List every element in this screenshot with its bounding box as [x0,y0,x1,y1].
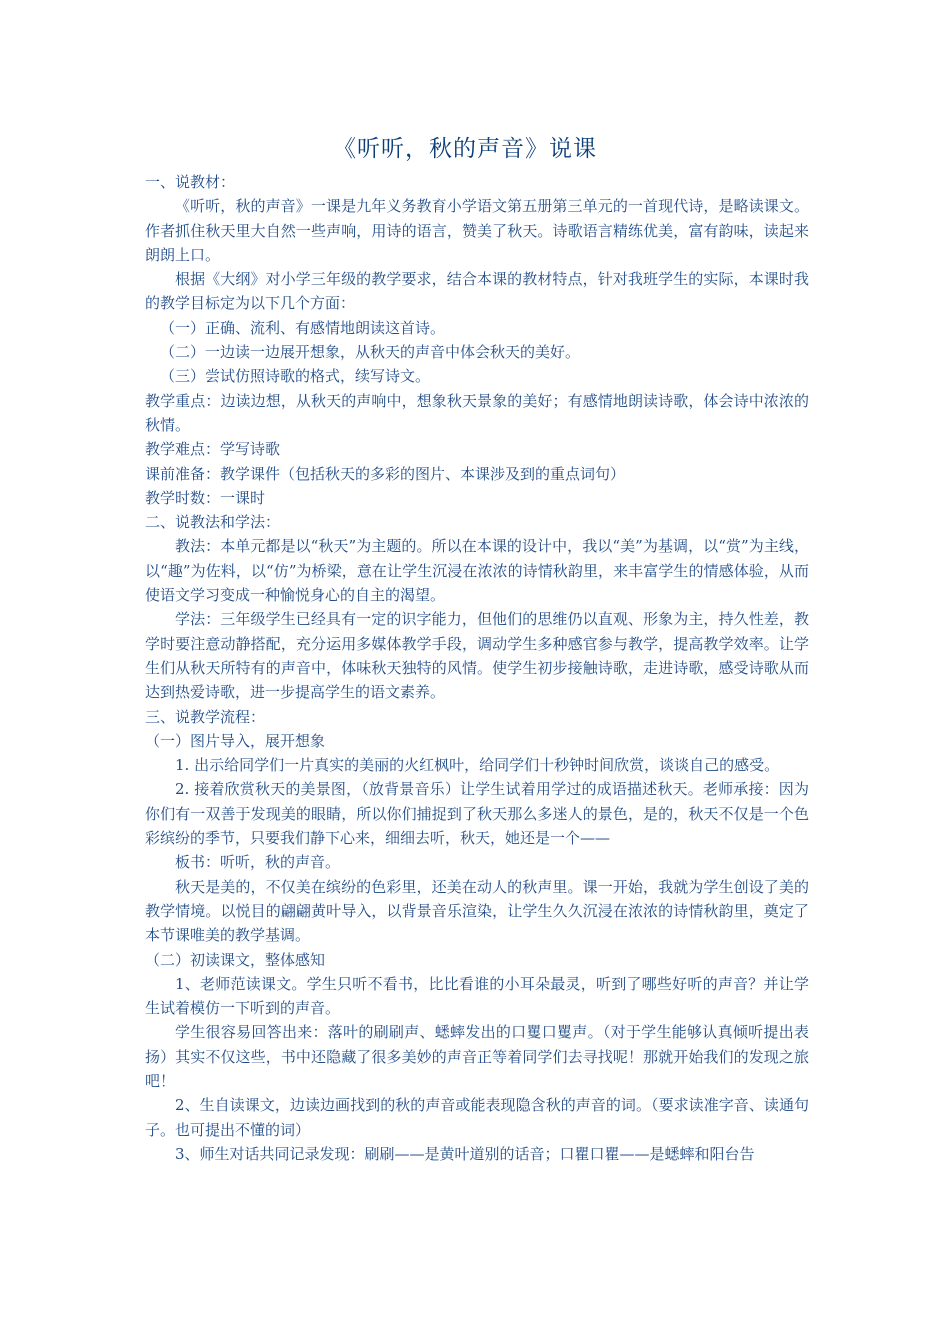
paragraph: （二）一边读一边展开想象，从秋天的声音中体会秋天的美好。 [160,343,581,362]
paragraph: 学法：三年级学生已经具有一定的识字能力，但他们的思维仍以直观、形象为主，持久性差，教学时要注意动静搭配，充分运用多媒体教学手段，调动学生多种感官参与教学，提高教学效率。让学生们从秋天所特有的声音中，体味秋天独特的风情。使学生初步接触诗歌，走进诗歌，感受诗歌从而达到热爱诗歌，进一步提高学生的语文素养。 [145,610,809,702]
paragraph: 二、说教法和学法： [145,513,281,532]
paragraph: 一、说教材： [145,173,236,191]
paragraph: （二）初读课文，整体感知 [145,950,326,969]
paragraph: 课前准备：教学课件（包括秋天的多彩的图片、本课涉及到的重点词句） [145,464,626,483]
paragraph: 2、生自读课文，边读边画找到的秋的声音或能表现隐含秋的声音的词。（要求读准字音、读通句子。也可提出不懂的词） [145,1096,809,1139]
paragraph: 三、说教学流程： [145,707,266,726]
paragraph: （三）尝试仿照诗歌的格式，续写诗文。 [160,367,431,386]
paragraph: 板书：听听，秋的声音。 [175,853,341,872]
paragraph: （一）图片导入，展开想象 [145,731,326,750]
paragraph: 《听听，秋的声音》一课是九年义务教育小学语文第五册第三单元的一首现代诗，是略读课文。作者抓住秋天里大自然一些声响，用诗的语言，赞美了秋天。诗歌语言精练优美，富有韵味，读起来朗朗上口。 [145,197,809,264]
paragraph: 教学难点：学写诗歌 [145,440,281,459]
paragraph: 根据《大纲》对小学三年级的教学要求，结合本课的教材特点，针对我班学生的实际，本课时我的教学目标定为以下几个方面： [145,270,809,313]
paragraph: 1. 出示给同学们一片真实的美丽的火红枫叶，给同学们十秒钟时间欣赏，谈谈自己的感受。 [175,756,780,775]
paragraph: 教法：本单元都是以“秋天”为主题的。所以在本课的设计中，我以“美”为基调，以“赏”为主线，以“趣”为佐料，以“仿”为桥梁，意在让学生沉浸在浓浓的诗情秋韵里，来丰富学生的情感体验，从而使语文学习变成一种愉悦身心的自主的渴望。 [145,537,809,605]
paragraph: 1、老师范读课文。学生只听不看书，比比看谁的小耳朵最灵，听到了哪些好听的声音？并让学生试着模仿一下听到的声音。 [145,974,809,1018]
page-title: 《听听，秋的声音》说课 [333,136,597,162]
paragraph: 教学时数：一课时 [145,488,266,507]
paragraph: 2. 接着欣赏秋天的美景图，（放背景音乐）让学生试着用学过的成语描述秋天。老师承接：因为你们有一双善于发现美的眼睛，所以你们捕捉到了秋天那么多迷人的景色，是的，秋天不仅是一个色彩缤纷的季节，只要我们静下心来，细细去听，秋天，她还是一个—— [145,780,809,848]
paragraph: 3、师生对话共同记录发现：刷刷——是黄叶道别的话音；口瞿口瞿——是蟋蟀和阳台告 [175,1144,755,1163]
paragraph: （一）正确、流利、有感情地朗读这首诗。 [160,318,446,337]
paragraph: 秋天是美的，不仅美在缤纷的色彩里，还美在动人的秋声里。课一开始，我就为学生创设了美的教学情境。以悦目的翩翩黄叶导入，以背景音乐渲染，让学生久久沉浸在浓浓的诗情秋韵里，奠定了本节课唯美的教学基调。 [145,877,809,945]
paragraph: 学生很容易回答出来：落叶的刷刷声、蟋蟀发出的口矍口矍声。（对于学生能够认真倾听提出表扬）其实不仅这些，书中还隐藏了很多美妙的声音正等着同学们去寻找呢！那就开始我们的发现之旅吧！ [145,1023,809,1090]
paragraph: 教学重点：边读边想，从秋天的声响中，想象秋天景象的美好；有感情地朗读诗歌，体会诗中浓浓的秋情。 [145,391,809,434]
document-body [145,170,809,1166]
